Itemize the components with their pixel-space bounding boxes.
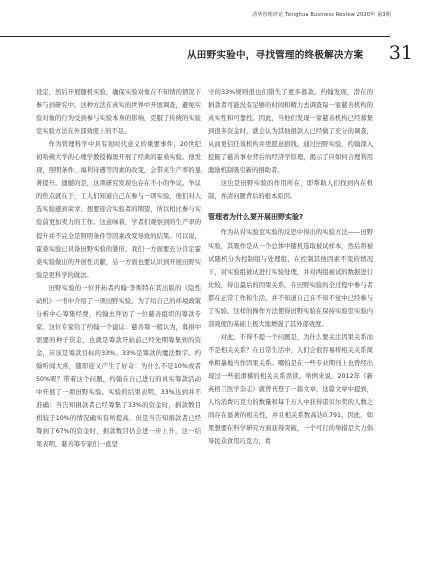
- paragraph: 对此，不得不提一个问题是，为什么要关注因果关系而不是相关关系？在日常生活中，人们会很容易将相关关系简单粗暴地当作因果关系。哪怕是在一些专业期刊上也曾经出现过一些很滑稽的相关关系误读。举例来说，2012年《新英格兰医学杂志》就曾刊登了一篇文章，这篇文章中提到，人均消费巧克力的数量和每千万人中获得诺贝尔奖的人数之间存在显著的相关性，并且相关系数高达0.791。因此，如果想要在科学研究方面获得突破，一个可行的举措是大力倡导民众食用巧克力，看: [208, 333, 373, 446]
- left-column: [36, 86, 201, 451]
- article-title: 从田野实验中，寻找管理的终极解决方案: [187, 50, 364, 61]
- paragraph: 田野实验的一位开拓者约翰·李斯特在其出版的《隐性动机》一书中介绍了一项田野实验。为了给自己的环境政策分析中心筹集经费，约翰去拜访了一位慈善组织的筹款专家。这位专家给了约翰一个建议：慈善筹一般认为，募捐中需要的种子资金，也就是筹款开始前已经先期筹集到的资金，应该是筹款目标的33%。33%是筹款的魔法数字。约翰听闻大喜，随即迎又产生了好奇：为什么不是10%或者50%呢？带着这个问题，约翰在自己进行的真实筹款活动中开展了一项田野实验。实验的结果表明，33%达到并不准确：当告知捐款者已经筹集了33%的资金时，捐款数目相较于10%的情况确实有所提高，但是当告知捐款者已经筹到了67%的资金时，捐款数目仍会进一步上升，这一结果表明，慈善筹专家们一直坚: [36, 284, 201, 449]
- paragraph: 设定，然后开展随机实验，确保实验对象在不知情的情况下参与到研究中。这种方法在真实的世界中开展调查，避免实验对象的行为受到参与实验本身的影响，克服了传统的实验室实验方法在外部效度上的不足。: [36, 89, 201, 136]
- section-heading: 管理者为什么要开展田野实验?: [208, 213, 304, 222]
- paragraph: 这也是田野实验的作用所在，即帮助人们找到内在机制，弄清问题背后的根本原因。: [208, 180, 373, 201]
- paragraph: 守的33%规则很也们错失了更多募款。约翰发现，潜在的捐款者可能没有足够的时间和精力去调查每一家慈善机构的真实性和可靠性。因此，当他们发现一家慈善机构已经募集到很多资金时，就会认为其他捐款人已经做了充分的调查，从而更信任该机构并更愿意捐钱。通过田野实验，约翰深入挖掘了慈善事业背后的经济学原理，揭示了应如何合理利用激励机制吸引新的捐助者。: [208, 89, 373, 175]
- paragraph: 作为管理科学中具有划时代意义的重要事件，20世纪初哈佛大学的心理学教授梅奥开展了经典的霍桑实验。他发现，照明条件、福利待遇等因素的改变，会带来生产率的显著提升。遗憾的是，这项研究发现也存在不小的争议。争议的焦点就在于，工人们知道自己在参与一项实验，他们对人选实验感到荣幸、想要迎合实验者的期望，所以相比参与实验前更加卖力的工作。这意味着，学者们观察到的生产率的提升并不完全是照明条件等因素改变导致的结果。可以说，霍桑实验已具备田野实验的雏形，我们一方面要充分肯定霍桑实验做出的开创性贡献，另一方面也要认识到开展田野实验是更科学的做法。: [36, 141, 201, 279]
- page-number: 31: [388, 42, 413, 64]
- right-column: [208, 86, 373, 448]
- header-rule: [0, 36, 390, 37]
- journal-source-text: 清华管理评论 Tsinghua Business Review 2020年 第3期: [252, 12, 391, 18]
- journal-source-line: [0, 9, 427, 21]
- article-title-bar: [0, 36, 427, 62]
- paragraph: 作为从对实验室实验的反思中得出的实验方法——田野实验，其吸作是从一个总体中随机选取被试样本，然后将被试随机分为控制组与处理组，在控制其他因素不变的情况下，对实验组被试进行实验处理，并对两组被试的数据进行比较，得出最后的因果关系。在田野实验的全过程中参与者都在正常工作和生活，并不知道自己在不知不觉中已经参与了实验。这样的操作方法使得田野实验在保持实验室实验内部效度的基础上极大地增强了其外部效度。: [208, 229, 373, 328]
